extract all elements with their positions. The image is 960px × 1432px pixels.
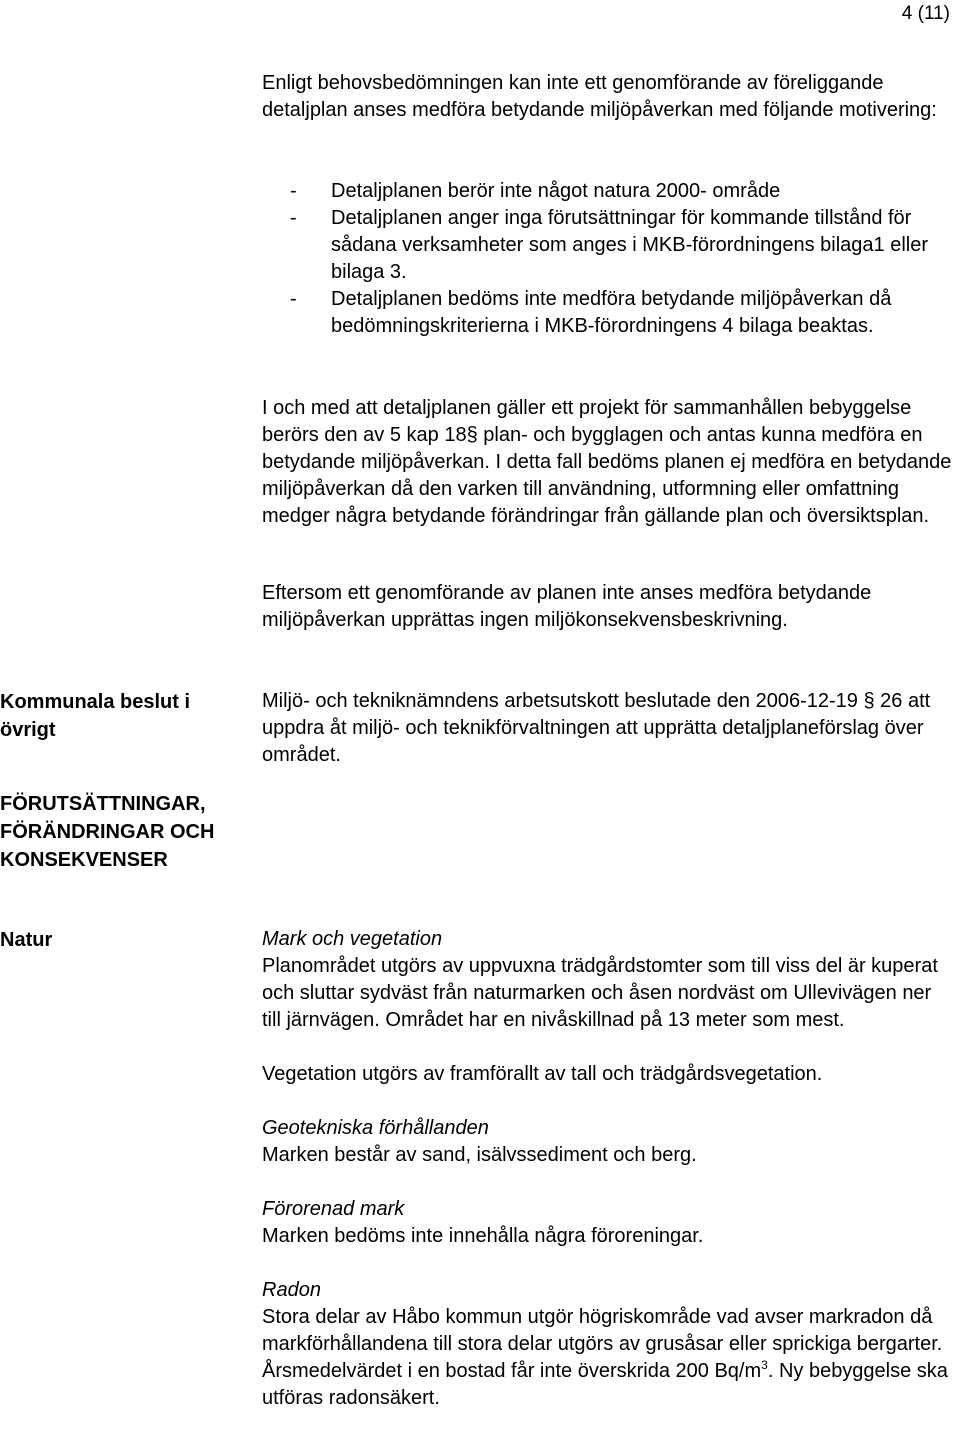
list-item-text: Detaljplanen anger inga förutsättningar för kommande tillstånd för sådana verksamheter som anges i MKB-förordningens bilaga1 eller bilaga 3. <box>331 207 928 283</box>
eftersom-paragraph: Eftersom ett genomförande av planen inte anses medföra betydande miljöpåverkan upprättas ingen miljökonsekvensbeskrivning. <box>262 582 872 631</box>
section-heading: FÖRUTSÄTTNINGAR, FÖRÄNDRINGAR OCH KONSEKVENSER <box>0 793 215 871</box>
list-item-text: Detaljplanen bedöms inte medföra betydande miljöpåverkan då bedömningskriterierna i MKB-förordningens 4 bilaga beaktas. <box>331 288 892 337</box>
radon-text: Stora delar av Håbo kommun utgör högriskområde vad avser markradon då markförhållandena till stora delar utgörs av grusåsar eller sprickiga bergarter. Årsmedelvärdet i en bostad får inte överskrida 200 Bq/m <box>262 1306 943 1382</box>
eftersom-block <box>262 580 952 634</box>
page-number: 4 (11) <box>901 3 950 24</box>
vegetation-paragraph: Vegetation utgörs av framförallt av tall och trädgårdsvegetation. <box>262 1063 823 1085</box>
radon-paragraph <box>262 1304 952 1412</box>
list-item-text: Detaljplanen berör inte något natura 2000- område <box>331 180 781 202</box>
projekt-block <box>262 395 952 530</box>
geo-title: Geotekniska förhållanden <box>262 1117 489 1139</box>
list-item <box>290 178 960 205</box>
beslut-heading: Kommunala beslut i övrigt <box>0 691 191 741</box>
projekt-paragraph: I och med att detaljplanen gäller ett projekt för sammanhållen bebyggelse berörs den av 5 kap 18§ plan- och bygglagen och antas kunna medföra en betydande miljöpåverkan. I detta fall bedöms planen ej medföra en betydande miljöpåverkan då den varken till användning, utformning eller omfattning medger några betydande förändringar från gällande plan och översiktsplan. <box>262 397 952 527</box>
natur-heading: Natur <box>0 929 53 951</box>
bullet-dash: - <box>290 288 297 310</box>
radon-superscript: 3 <box>761 1358 768 1372</box>
bullet-dash: - <box>290 207 297 229</box>
radon-text-end: . Ny bebyggelse ska utföras radonsäkert. <box>262 1360 948 1409</box>
natur-block <box>262 926 952 1412</box>
list-item <box>290 205 960 286</box>
radon-title: Radon <box>262 1279 321 1301</box>
beslut-block <box>262 688 952 769</box>
mark-paragraph: Planområdet utgörs av uppvuxna trädgårdstomter som till viss del är kuperat och sluttar sydväst från naturmarken och åsen nordväst om Ullevivägen ner till järnvägen. Området har en nivåskillnad på 13 meter som mest. <box>262 955 938 1031</box>
intro-block <box>262 70 952 124</box>
fororenad-paragraph: Marken bedöms inte innehålla några föroreningar. <box>262 1225 704 1247</box>
motivation-list <box>290 178 960 340</box>
list-item <box>290 286 960 340</box>
bullet-dash: - <box>290 180 297 202</box>
beslut-paragraph: Miljö- och tekniknämndens arbetsutskott beslutade den 2006-12-19 § 26 att uppdra åt miljö- och teknikförvaltningen att upprätta detaljplaneförslag över området. <box>262 690 931 766</box>
fororenad-title: Förorenad mark <box>262 1198 405 1220</box>
intro-paragraph: Enligt behovsbedömningen kan inte ett genomförande av föreliggande detaljplan anses medföra betydande miljöpåverkan med följande motivering: <box>262 72 937 121</box>
mark-title: Mark och vegetation <box>262 928 443 950</box>
geo-paragraph: Marken består av sand, isälvssediment och berg. <box>262 1144 697 1166</box>
